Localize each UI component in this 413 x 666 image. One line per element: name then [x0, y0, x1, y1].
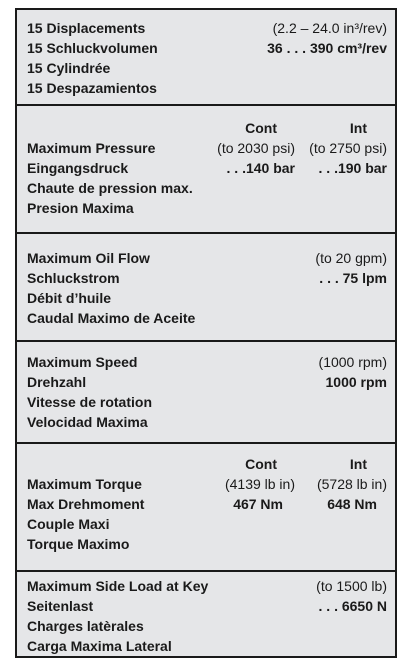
side-load-label-de: Seitenlast [27, 598, 94, 614]
torque-row-3 [17, 514, 395, 534]
side-load-row-3 [17, 616, 395, 636]
pressure-label-fr: Chaute de pression max. [27, 180, 193, 196]
speed-row-2 [17, 372, 395, 392]
side-load-value-imperial: (to 1500 lb) [316, 578, 387, 594]
pressure-row-2 [17, 158, 395, 178]
pressure-cont-imperial: (to 2030 psi) [217, 140, 295, 156]
torque-label-fr: Couple Maxi [27, 516, 110, 532]
torque-row-2 [17, 494, 395, 514]
pressure-col-int: Int [349, 120, 367, 136]
torque-header-row [17, 454, 395, 474]
speed-row-4 [17, 412, 395, 432]
displacement-section [17, 10, 395, 106]
displacement-label-es: 15 Despazamientos [27, 80, 157, 96]
torque-section [17, 444, 395, 572]
displacement-row-3 [17, 58, 395, 78]
oil-flow-row-4 [17, 308, 395, 328]
torque-col-int: Int [349, 456, 367, 472]
speed-row-1 [17, 352, 395, 372]
pressure-header-row [17, 118, 395, 138]
torque-cont-imperial: (4139 lb in) [224, 476, 295, 492]
oil-flow-row-2 [17, 268, 395, 288]
torque-cont-metric: 467 Nm [233, 496, 283, 512]
speed-label-es: Velocidad Maxima [27, 414, 148, 430]
displacement-label-de: 15 Schluckvolumen [27, 40, 158, 56]
pressure-row-3 [17, 178, 395, 198]
oil-flow-label-de: Schluckstrom [27, 270, 120, 286]
torque-row-1 [17, 474, 395, 494]
pressure-label-de: Eingangsdruck [27, 160, 129, 176]
torque-int-imperial: (5728 lb in) [316, 476, 387, 492]
side-load-value-metric: . . . 6650 N [318, 598, 387, 614]
pressure-row-1 [17, 138, 395, 158]
torque-label-es: Torque Maximo [27, 536, 130, 552]
side-load-row-4 [17, 636, 395, 656]
pressure-row-4 [17, 198, 395, 218]
displacement-value-imperial: (2.2 – 24.0 in³/rev) [272, 20, 387, 36]
torque-int-metric: 648 Nm [327, 496, 377, 512]
displacement-label-en: 15 Displacements [27, 20, 146, 36]
side-load-label-es: Carga Maxima Lateral [27, 638, 172, 654]
speed-label-de: Drehzahl [27, 374, 87, 390]
spec-table [15, 8, 397, 658]
displacement-value-metric: 36 . . . 390 cm³/rev [267, 40, 387, 56]
oil-flow-value-metric: . . . 75 lpm [319, 270, 387, 286]
displacement-label-fr: 15 Cylindrée [27, 60, 111, 76]
pressure-label-es: Presion Maxima [27, 200, 134, 216]
side-load-row-2 [17, 596, 395, 616]
pressure-cont-metric: . . .140 bar [226, 160, 295, 176]
pressure-int-imperial: (to 2750 psi) [309, 140, 387, 156]
displacement-row-1 [17, 18, 395, 38]
speed-label-fr: Vitesse de rotation [27, 394, 153, 410]
torque-label-en: Maximum Torque [27, 476, 142, 492]
speed-label-en: Maximum Speed [27, 354, 138, 370]
pressure-int-metric: . . .190 bar [318, 160, 387, 176]
side-load-label-fr: Charges latèrales [27, 618, 144, 634]
speed-row-3 [17, 392, 395, 412]
oil-flow-row-3 [17, 288, 395, 308]
speed-value-imperial: (1000 rpm) [318, 354, 387, 370]
oil-flow-label-es: Caudal Maximo de Aceite [27, 310, 196, 326]
pressure-col-cont: Cont [245, 120, 277, 136]
pressure-section [17, 106, 395, 234]
side-load-row-1 [17, 576, 395, 596]
torque-row-4 [17, 534, 395, 554]
side-load-label-en: Maximum Side Load at Key [27, 578, 209, 594]
oil-flow-row-1 [17, 248, 395, 268]
oil-flow-label-fr: Débit d’huile [27, 290, 111, 306]
oil-flow-section [17, 234, 395, 342]
torque-label-de: Max Drehmoment [27, 496, 145, 512]
pressure-label-en: Maximum Pressure [27, 140, 156, 156]
displacement-row-2 [17, 38, 395, 58]
displacement-row-4 [17, 78, 395, 98]
oil-flow-label-en: Maximum Oil Flow [27, 250, 150, 266]
torque-col-cont: Cont [245, 456, 277, 472]
side-load-section [17, 572, 395, 656]
oil-flow-value-imperial: (to 20 gpm) [315, 250, 387, 266]
speed-section [17, 342, 395, 444]
speed-value-metric: 1000 rpm [325, 374, 387, 390]
